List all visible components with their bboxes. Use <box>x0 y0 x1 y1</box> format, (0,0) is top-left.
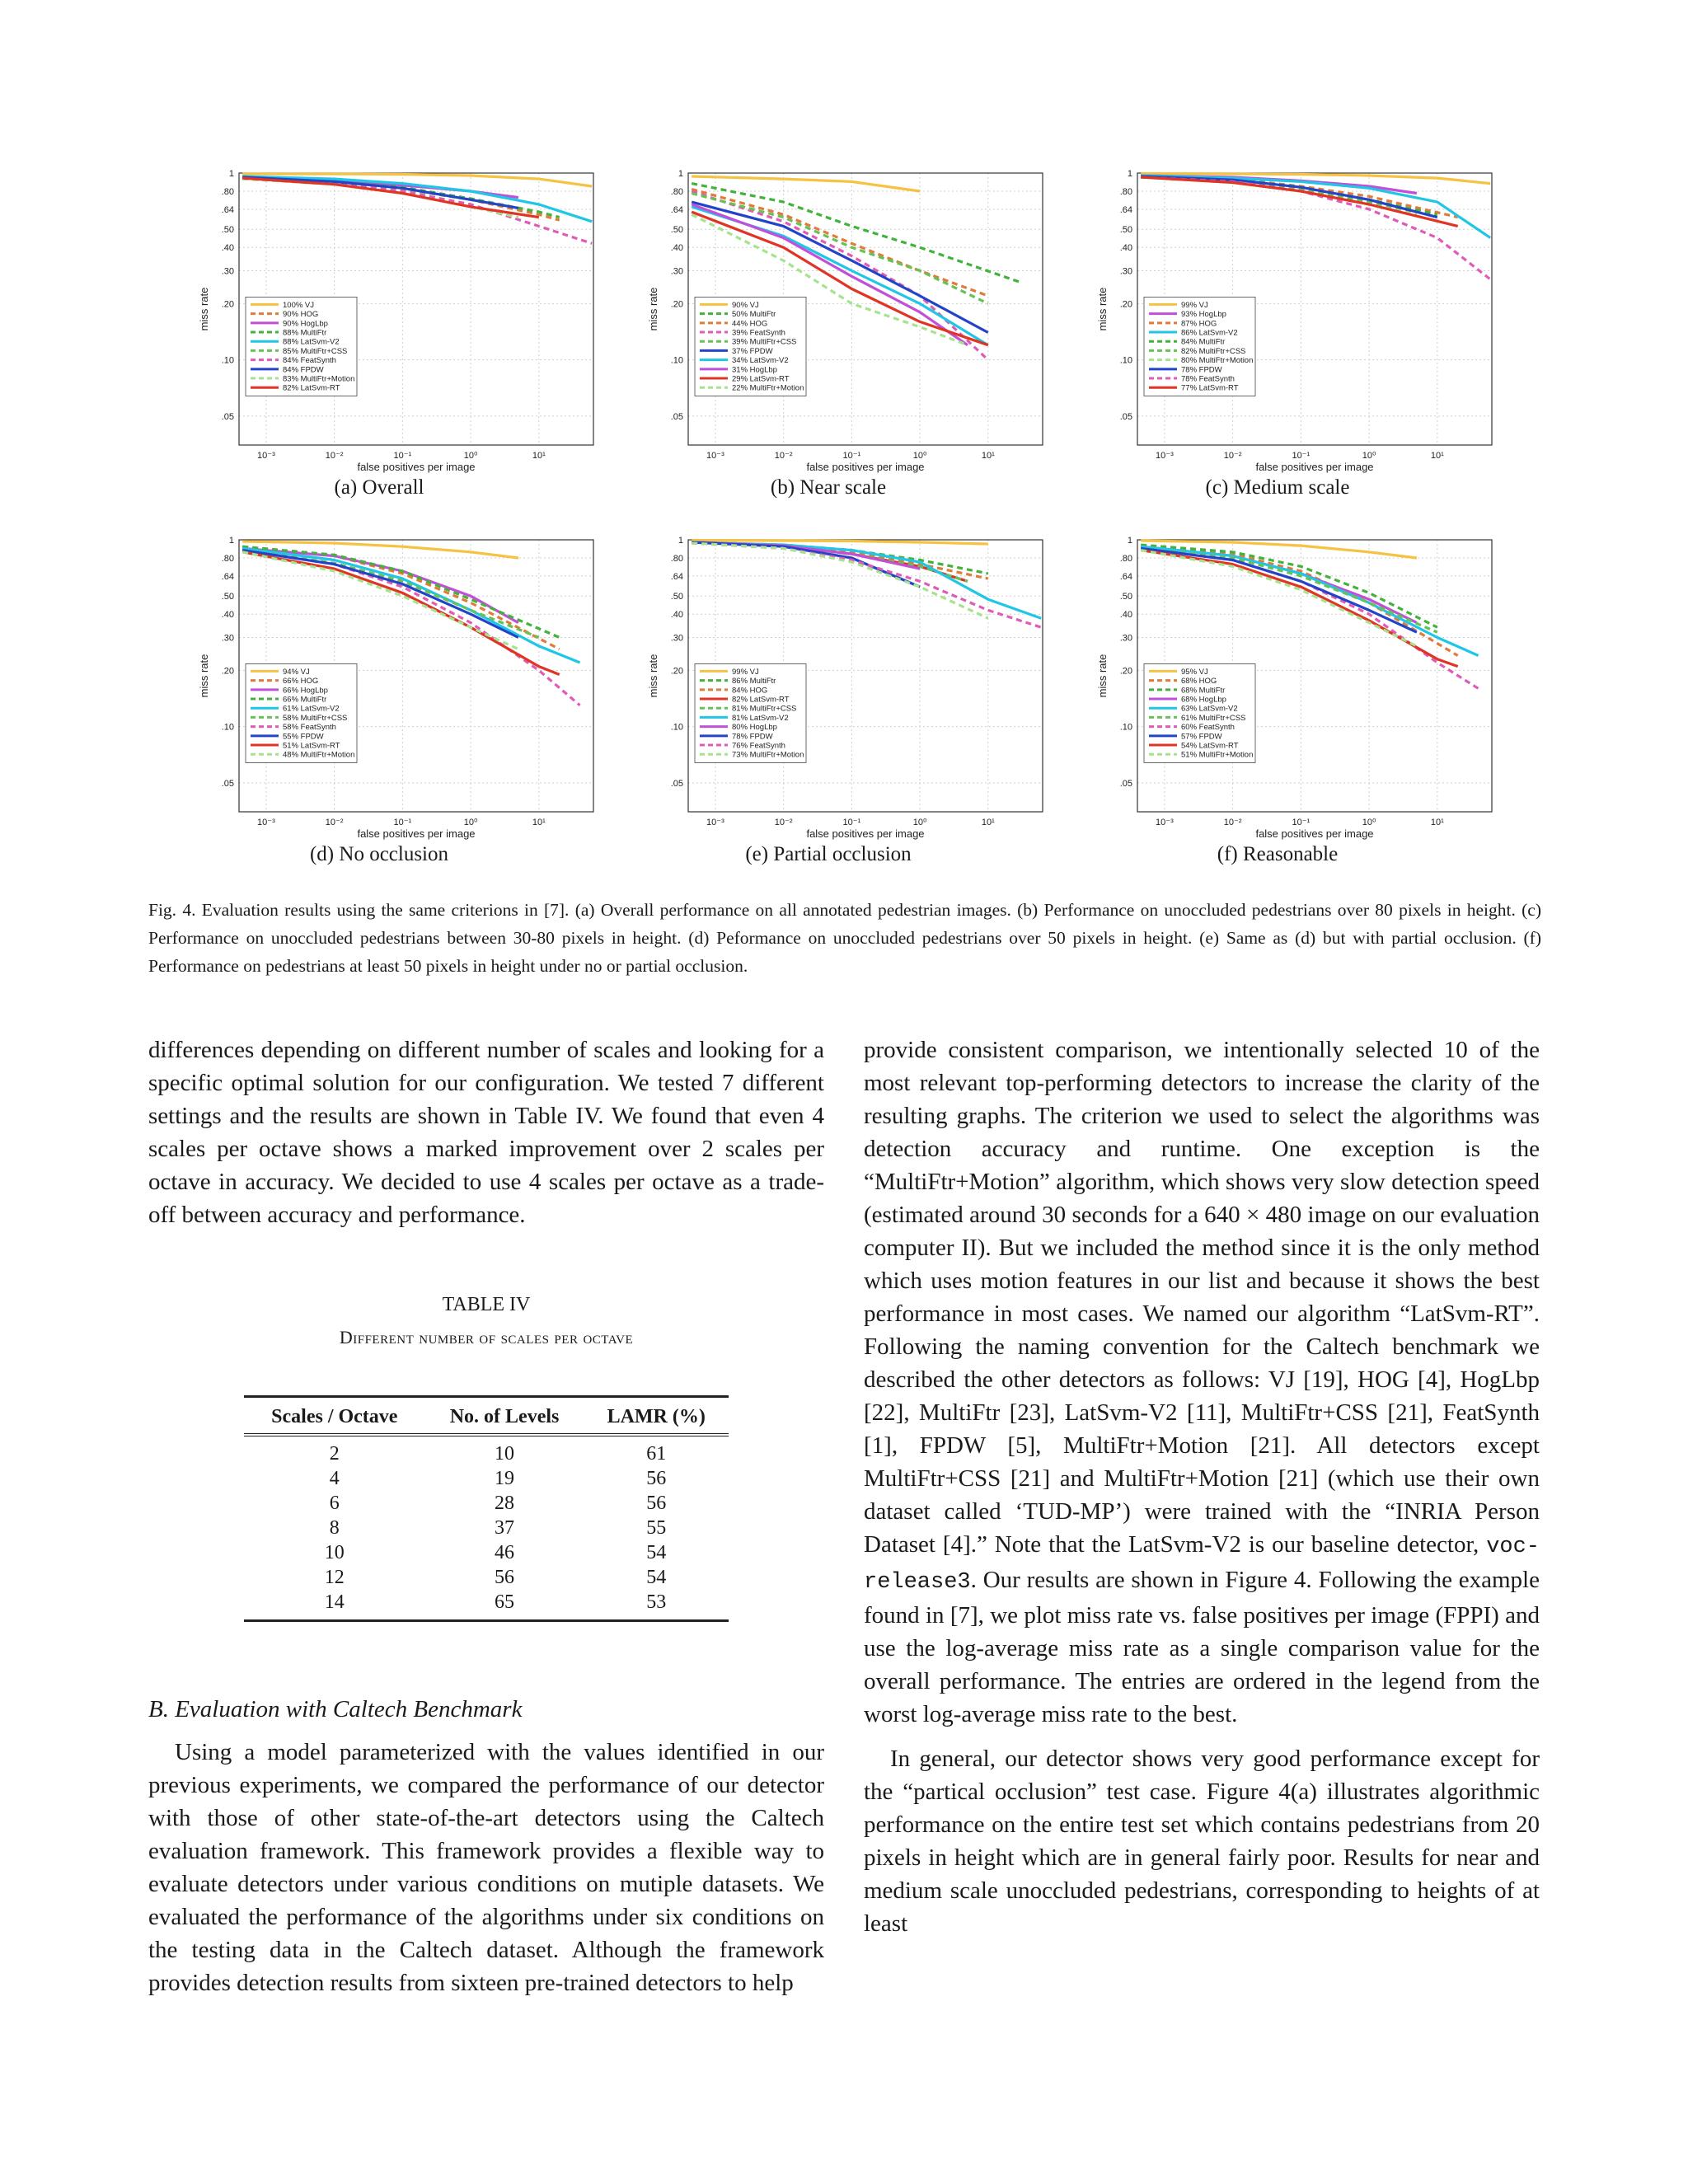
legend-label: 58% MultiFtr+CSS <box>283 713 348 723</box>
series-line <box>692 542 920 587</box>
y-tick-label: .40 <box>1119 610 1132 621</box>
x-tick-label: 10⁻¹ <box>1292 451 1311 461</box>
legend-label: 90% HOG <box>283 310 319 320</box>
series-line <box>692 176 920 191</box>
legend-label: 81% MultiFtr+CSS <box>732 704 797 714</box>
x-tick-label: 10⁻¹ <box>393 818 412 827</box>
legend-label: 85% MultiFtr+CSS <box>283 346 348 356</box>
panel-caption: (d) No occlusion <box>309 843 449 865</box>
code-span: voc-release3 <box>864 1535 1540 1595</box>
x-tick-label: 10⁻² <box>774 451 793 461</box>
table-cell: 65 <box>425 1590 584 1621</box>
legend-label: 90% HogLbp <box>283 319 328 329</box>
legend-label: 99% VJ <box>732 667 759 677</box>
chart-medium-scale <box>1047 165 1508 519</box>
roc-plot <box>598 165 1059 503</box>
y-tick-label: .80 <box>670 553 683 564</box>
legend-label: 86% LatSvm-V2 <box>1181 328 1238 338</box>
y-tick-label: .20 <box>221 666 234 677</box>
y-tick-label: .20 <box>1119 666 1132 677</box>
table-header: LAMR (%) <box>584 1397 729 1436</box>
y-tick-label: 1 <box>1127 169 1132 179</box>
x-axis-label: false positives per image <box>806 461 925 473</box>
table-iv <box>244 1395 729 1622</box>
legend-label: 84% HOG <box>732 686 768 696</box>
y-tick-label: .50 <box>670 592 683 602</box>
legend-label: 84% MultiFtr <box>1181 337 1226 347</box>
legend-label: 61% LatSvm-V2 <box>283 704 340 714</box>
roc-plot <box>1047 532 1508 869</box>
legend-label: 57% FPDW <box>1181 732 1222 742</box>
legend-label: 90% VJ <box>732 300 759 310</box>
legend-label: 95% VJ <box>1181 667 1208 677</box>
x-tick-label: 10⁻² <box>1223 818 1242 827</box>
table-row <box>244 1516 729 1540</box>
legend-label: 77% LatSvm-RT <box>1181 383 1239 393</box>
y-tick-label: .40 <box>1119 243 1132 254</box>
legend-label: 78% FeatSynth <box>1181 374 1235 384</box>
y-axis-label: miss rate <box>647 287 659 331</box>
x-tick-label: 10⁻² <box>774 818 793 827</box>
x-tick-label: 10¹ <box>532 451 546 461</box>
table-cell: 6 <box>329 1493 340 1514</box>
x-tick-label: 10⁻³ <box>1156 451 1174 461</box>
y-tick-label: .80 <box>670 186 683 197</box>
series-line <box>692 184 1020 283</box>
y-tick-label: .20 <box>221 299 234 310</box>
x-axis-label: false positives per image <box>1255 827 1374 840</box>
text-span: provide consistent comparison, we intentionally selected 10 of the most relevant top-performing detectors to increase the clarity of the resulting graphs. The criterion we used to select the algorithms was detection accuracy and runtime. One exception is the “MultiFtr+Motion” algorithm, which shows very slow detection speed (estimated around 30 seconds for a 640 × 480 image on our evaluation computer II). But we included the method since it is the only method which uses motion features in our list and because it shows the best performance in most cases. We named our algorithm “LatSvm-RT”. Following the naming convention for the Caltech benchmark we described the other detectors as follows: VJ [19], HOG [4], HogLbp [22], MultiFtr [23], LatSvm-V2 [11], MultiFtr+CSS [21], FeatSynth [1], FPDW [5], MultiFtr+Motion [21]. All detectors except MultiFtr+CSS [21] and MultiFtr+Motion [21] (which use their own dataset called ‘TUD-MP’) were trained with the “INRIA Person Dataset [4].” Note that the LatSvm-V2 is our baseline detector, <box>864 1037 1540 1558</box>
table-cell: 56 <box>495 1567 515 1588</box>
x-tick-label: 10⁻¹ <box>842 818 861 827</box>
y-tick-label: .10 <box>670 355 683 366</box>
legend-label: 73% MultiFtr+Motion <box>732 750 804 760</box>
y-tick-label: .64 <box>670 204 683 215</box>
x-tick-label: 10¹ <box>981 451 995 461</box>
x-tick-label: 10⁻¹ <box>1292 818 1311 827</box>
series-line <box>692 543 988 618</box>
legend-label: 82% LatSvm-RT <box>732 695 790 705</box>
y-tick-label: .80 <box>1119 553 1132 564</box>
y-tick-label: .10 <box>221 355 234 366</box>
x-tick-label: 10⁻³ <box>706 451 724 461</box>
x-tick-label: 10⁻² <box>325 451 344 461</box>
series-line <box>1141 177 1490 279</box>
legend-label: 80% MultiFtr+Motion <box>1181 356 1254 366</box>
x-tick-label: 10⁻¹ <box>393 451 412 461</box>
series-line <box>1141 551 1458 667</box>
legend-label: 22% MultiFtr+Motion <box>732 383 804 393</box>
left-column-top <box>148 1033 824 1231</box>
text-span: . Our results are shown in Figure 4. Following the example found in [7], we plot miss rate vs. false positives per image (FPPI) and use the log-average miss rate as a single comparison value for the overall performance. The entries are ordered in the legend from the worst log-average miss rate to the best. <box>864 1567 1540 1727</box>
y-tick-label: .05 <box>1119 778 1132 789</box>
series-line <box>1141 176 1490 238</box>
legend-label: 82% MultiFtr+CSS <box>1181 346 1246 356</box>
x-tick-label: 10⁰ <box>463 818 478 827</box>
paragraph: differences depending on different number of scales and looking for a specific optimal solution for our configuration. We tested 7 different settings and the results are shown in Table IV. We found that even 4 scales per octave shows a marked improvement over 2 scales per octave in accuracy. We decided to use 4 scales per octave as a trade-off between accuracy and performance. <box>148 1037 824 1228</box>
legend-label: 48% MultiFtr+Motion <box>283 750 355 760</box>
legend-label: 55% FPDW <box>283 732 324 742</box>
y-tick-label: .50 <box>1119 592 1132 602</box>
legend-label: 76% FeatSynth <box>732 741 785 751</box>
y-tick-label: .64 <box>221 204 234 215</box>
table-row <box>244 1491 729 1516</box>
chart-overall <box>148 165 610 519</box>
y-tick-label: .05 <box>670 778 683 789</box>
y-tick-label: .40 <box>670 243 683 254</box>
series-line <box>692 190 988 297</box>
y-tick-label: 1 <box>1127 536 1132 546</box>
legend-label: 93% HogLbp <box>1181 310 1226 320</box>
series-line <box>692 194 988 304</box>
legend-label: 84% FPDW <box>283 365 324 375</box>
chart-partial-occlusion <box>598 532 1059 886</box>
legend-label: 84% FeatSynth <box>283 356 336 366</box>
table-cell: 54 <box>646 1542 667 1563</box>
legend-label: 44% HOG <box>732 319 768 329</box>
x-tick-label: 10⁻³ <box>1156 818 1174 827</box>
y-tick-label: 1 <box>228 169 234 179</box>
y-tick-label: .30 <box>670 266 683 277</box>
legend-label: 66% HogLbp <box>283 686 328 696</box>
y-tick-label: .50 <box>221 592 234 602</box>
x-tick-label: 10¹ <box>1430 818 1444 827</box>
table-row <box>244 1565 729 1590</box>
y-tick-label: .40 <box>221 610 234 621</box>
table-cell: 19 <box>495 1468 515 1489</box>
chart-no-occlusion <box>148 532 610 886</box>
table-cell: 10 <box>495 1443 515 1465</box>
table-header: No. of Levels <box>425 1397 584 1436</box>
x-axis-label: false positives per image <box>357 461 476 473</box>
legend-label: 78% FPDW <box>1181 365 1222 375</box>
x-tick-label: 10⁻³ <box>257 818 275 827</box>
figure-4 <box>148 165 1533 882</box>
table-row <box>244 1466 729 1491</box>
x-tick-label: 10⁰ <box>912 451 927 461</box>
table-cell: 10 <box>324 1542 345 1563</box>
table-row <box>244 1435 729 1466</box>
table-subtitle: Different number of scales per octave <box>339 1327 634 1347</box>
legend-label: 80% HogLbp <box>732 723 777 733</box>
series-line <box>242 548 579 663</box>
y-tick-label: 1 <box>678 536 683 546</box>
panel-caption: (a) Overall <box>334 476 424 499</box>
table-cell: 53 <box>584 1590 729 1621</box>
x-tick-label: 10⁻² <box>1223 451 1242 461</box>
table-row <box>244 1590 729 1621</box>
legend-label: 29% LatSvm-RT <box>732 374 790 384</box>
legend-label: 39% FeatSynth <box>732 328 785 338</box>
y-tick-label: .10 <box>1119 722 1132 733</box>
table-cell: 14 <box>244 1590 425 1621</box>
figure-caption: Fig. 4. Evaluation results using the same criterions in [7]. (a) Overall performance on all annotated pedestrian images. (b) Performance on unoccluded pedestrians over 80 pixels in height. (c) Performance on unoccluded pedestrians between 30-80 pixels in height. (d) Peformance on unoccluded pedestrians over 50 pixels in height. (e) Same as (d) but with partial occlusion. (f) Performance on pedestrians at least 50 pixels in height under no or partial occlusion. <box>148 900 1541 976</box>
y-tick-label: .20 <box>670 666 683 677</box>
y-tick-label: .20 <box>670 299 683 310</box>
y-axis-label: miss rate <box>1096 654 1109 698</box>
y-tick-label: .40 <box>670 610 683 621</box>
legend-label: 68% HogLbp <box>1181 695 1226 705</box>
x-tick-label: 10⁰ <box>912 818 927 827</box>
table-header: Scales / Octave <box>244 1397 425 1436</box>
legend-label: 51% LatSvm-RT <box>283 741 340 751</box>
table-cell: 4 <box>329 1468 340 1489</box>
table-header-row <box>244 1397 729 1436</box>
y-tick-label: .20 <box>1119 299 1132 310</box>
x-tick-label: 10¹ <box>1430 451 1444 461</box>
panel-caption: (b) Near scale <box>770 476 887 499</box>
y-tick-label: .40 <box>221 243 234 254</box>
legend-label: 34% LatSvm-V2 <box>732 356 789 366</box>
chart-near-scale <box>598 165 1059 519</box>
legend-label: 68% HOG <box>1181 677 1217 687</box>
legend-label: 58% FeatSynth <box>283 723 336 733</box>
y-tick-label: .05 <box>221 778 234 789</box>
table-cell: 46 <box>495 1542 515 1563</box>
x-tick-label: 10⁰ <box>463 451 478 461</box>
legend-label: 88% MultiFtr <box>283 328 327 338</box>
legend-label: 54% LatSvm-RT <box>1181 741 1239 751</box>
legend-label: 37% FPDW <box>732 346 773 356</box>
panel-caption: (f) Reasonable <box>1217 843 1339 865</box>
x-tick-label: 10⁻³ <box>706 818 724 827</box>
legend-label: 39% MultiFtr+CSS <box>732 337 797 347</box>
series-line <box>1141 548 1437 632</box>
right-column <box>864 1033 1540 1940</box>
y-tick-label: 1 <box>228 536 234 546</box>
y-tick-label: .50 <box>1119 225 1132 236</box>
legend-label: 82% LatSvm-RT <box>283 383 340 393</box>
legend-label: 88% LatSvm-V2 <box>283 337 340 347</box>
section-heading: B. Evaluation with Caltech Benchmark <box>148 1696 523 1722</box>
y-axis-label: miss rate <box>647 654 659 698</box>
y-tick-label: .50 <box>221 225 234 236</box>
table-cell: 55 <box>646 1517 667 1539</box>
y-tick-label: .50 <box>670 225 683 236</box>
y-tick-label: .30 <box>1119 633 1132 644</box>
x-tick-label: 10⁻¹ <box>842 451 861 461</box>
table-cell: 28 <box>495 1493 515 1514</box>
y-tick-label: .10 <box>670 722 683 733</box>
x-axis-label: false positives per image <box>806 827 925 840</box>
x-tick-label: 10¹ <box>981 818 995 827</box>
y-tick-label: .05 <box>670 411 683 422</box>
table-cell: 54 <box>646 1567 667 1588</box>
roc-plot <box>1047 165 1508 503</box>
legend-label: 99% VJ <box>1181 300 1208 310</box>
y-tick-label: .05 <box>221 411 234 422</box>
legend-label: 51% MultiFtr+Motion <box>1181 750 1254 760</box>
series-line <box>242 551 518 638</box>
y-tick-label: .80 <box>1119 186 1132 197</box>
x-tick-label: 10⁻² <box>325 818 344 827</box>
legend-label: 66% HOG <box>283 677 319 687</box>
table-cell: 37 <box>495 1517 515 1539</box>
x-tick-label: 10⁰ <box>1362 451 1376 461</box>
legend-label: 66% MultiFtr <box>283 695 327 705</box>
table-cell: 56 <box>646 1468 667 1489</box>
table-cell: 8 <box>329 1517 340 1539</box>
table-cell: 2 <box>329 1443 340 1465</box>
legend-label: 87% HOG <box>1181 319 1217 329</box>
series-line <box>692 542 1041 618</box>
legend-label: 78% FPDW <box>732 732 773 742</box>
y-tick-label: .64 <box>1119 204 1132 215</box>
y-tick-label: 1 <box>678 169 683 179</box>
y-tick-label: .10 <box>221 722 234 733</box>
paragraph: In general, our detector shows very good performance except for the “partical occlusion” test case. Figure 4(a) illustrates algorithmic performance on the entire test set which contains pedestrians from 20 pixels in height which are in general fairly poor. Results for near and medium scale unoccluded pedestrians, corresponding to heights of at least <box>864 1746 1540 1937</box>
y-tick-label: .64 <box>221 571 234 582</box>
left-column-bottom <box>148 1736 824 1999</box>
y-tick-label: .10 <box>1119 355 1132 366</box>
paragraph <box>864 1033 1540 1731</box>
y-tick-label: .80 <box>221 553 234 564</box>
paragraph: Using a model parameterized with the values identified in our previous experiments, we compared the performance of our detector with those of other state-of-the-art detectors using the Caltech evaluation framework. This framework provides a flexible way to evaluate detectors under various conditions on mutiple datasets. We evaluated the performance of the algorithms under six conditions on the testing data in the Caltech dataset. Although the framework provides detection results from sixteen pre-trained detectors to help <box>148 1739 824 1996</box>
y-tick-label: .30 <box>670 633 683 644</box>
y-tick-label: .80 <box>221 186 234 197</box>
legend-label: 50% MultiFtr <box>732 310 776 320</box>
table-cell: 12 <box>324 1567 345 1588</box>
table-cell: 61 <box>646 1443 667 1465</box>
panel-caption: (c) Medium scale <box>1205 476 1350 499</box>
series-line <box>1141 546 1478 655</box>
series-line <box>1141 546 1458 655</box>
legend-label: 60% FeatSynth <box>1181 723 1235 733</box>
legend-label: 81% LatSvm-V2 <box>732 713 789 723</box>
x-axis-label: false positives per image <box>1255 461 1374 473</box>
roc-plot <box>148 165 610 503</box>
legend-label: 100% VJ <box>283 300 315 310</box>
table-row <box>244 1540 729 1565</box>
y-tick-label: .30 <box>221 633 234 644</box>
y-axis-label: miss rate <box>198 287 210 331</box>
legend-label: 31% HogLbp <box>732 365 777 375</box>
panel-caption: (e) Partial occlusion <box>745 843 912 865</box>
legend-label: 94% VJ <box>283 667 310 677</box>
legend-label: 63% LatSvm-V2 <box>1181 704 1238 714</box>
y-axis-label: miss rate <box>198 654 210 698</box>
legend-label: 83% MultiFtr+Motion <box>283 374 355 384</box>
legend-label: 61% MultiFtr+CSS <box>1181 713 1246 723</box>
y-tick-label: .64 <box>670 571 683 582</box>
x-tick-label: 10⁻³ <box>257 451 275 461</box>
y-tick-label: .30 <box>221 266 234 277</box>
y-tick-label: .64 <box>1119 571 1132 582</box>
legend-label: 86% MultiFtr <box>732 677 776 687</box>
x-tick-label: 10¹ <box>532 818 546 827</box>
y-tick-label: .05 <box>1119 411 1132 422</box>
y-tick-label: .30 <box>1119 266 1132 277</box>
series-line <box>1141 177 1458 226</box>
x-tick-label: 10⁰ <box>1362 818 1376 827</box>
y-axis-label: miss rate <box>1096 287 1109 331</box>
table-cell: 56 <box>646 1493 667 1514</box>
x-axis-label: false positives per image <box>357 827 476 840</box>
table-title: TABLE IV <box>442 1294 531 1315</box>
roc-plot <box>148 532 610 869</box>
legend-label: 68% MultiFtr <box>1181 686 1226 696</box>
roc-plot <box>598 532 1059 869</box>
chart-reasonable <box>1047 532 1508 886</box>
